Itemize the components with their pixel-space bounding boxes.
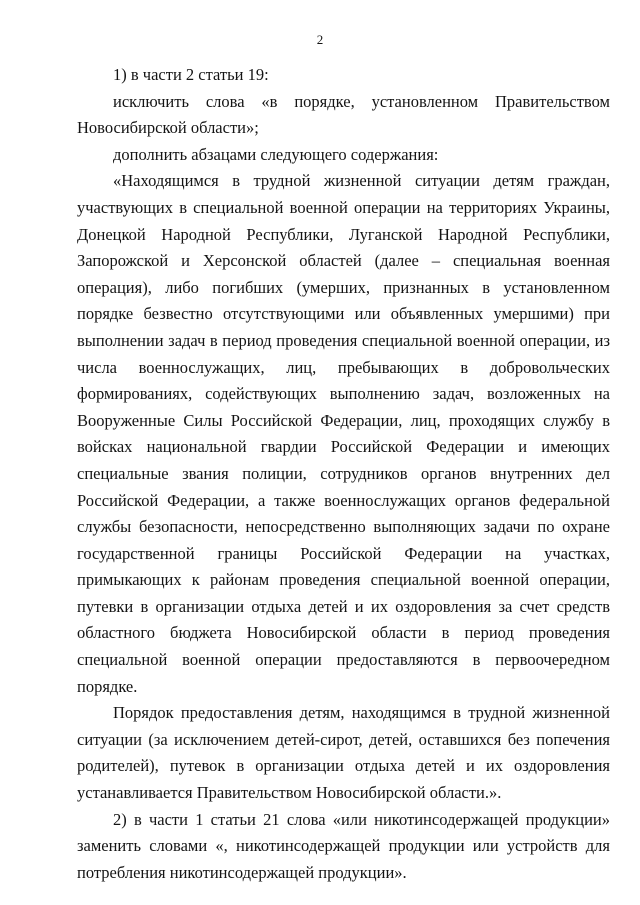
paragraph-quoted-provision: «Находящимся в трудной жизненной ситуации детям граждан, участвующих в специальной военной операции на территориях Украины, Донецкой Народной Республики, Луганской Народной Республики, Запорожской и Херсонской областей (далее – специальная военная операция), либо погибших (умерших, признанных в установленном порядке безвестно отсутствующими или объявленных умершими) при выполнении задач в период проведения специальной военной операции, из числа военнослужащих, лиц, пребывающих в добровольческих формированиях, содействующих выполнению задач, возложенных на Вооруженные Силы Российской Федерации, лиц, проходящих службу в войсках национальной гвардии Российской Федерации и имеющих специальные звания полиции, сотрудников органов внутренних дел Российской Федерации, а также военнослужащих органов федеральной службы безопасности, непосредственно выполняющих задачи по охране государственной границы Российской Федерации на участках, примыкающих к районам проведения специальной военной операции, путевки в организации отдыха детей и их оздоровления за счет средств областного бюджета Новосибирской области в период проведения специальной военной операции предоставляются в первоочередном порядке. xyxy=(77,171,610,696)
paragraph-procedure: Порядок предоставления детям, находящимся в трудной жизненной ситуации (за исключением детей-сирот, детей, оставшихся без попечения родителей), путевок в организации отдыха детей и их оздоровления устанавливается Правительством Новосибирской области.». xyxy=(77,703,610,803)
paragraph-item-1-exclude: исключить слова «в порядке, установленном Правительством Новосибирской области»; xyxy=(77,91,610,138)
document-body xyxy=(77,62,610,886)
paragraph-item-2: 2) в части 1 статьи 21 слова «или никотинсодержащей продукции» заменить словами «, никотинсодержащей продукции или устройств для потребления никотинсодержащей продукции». xyxy=(77,809,610,882)
paragraph-item-1: 1) в части 2 статьи 19: xyxy=(113,65,269,84)
paragraph-item-1-supplement: дополнить абзацами следующего содержания: xyxy=(113,144,439,164)
page-number: 2 xyxy=(316,32,324,47)
